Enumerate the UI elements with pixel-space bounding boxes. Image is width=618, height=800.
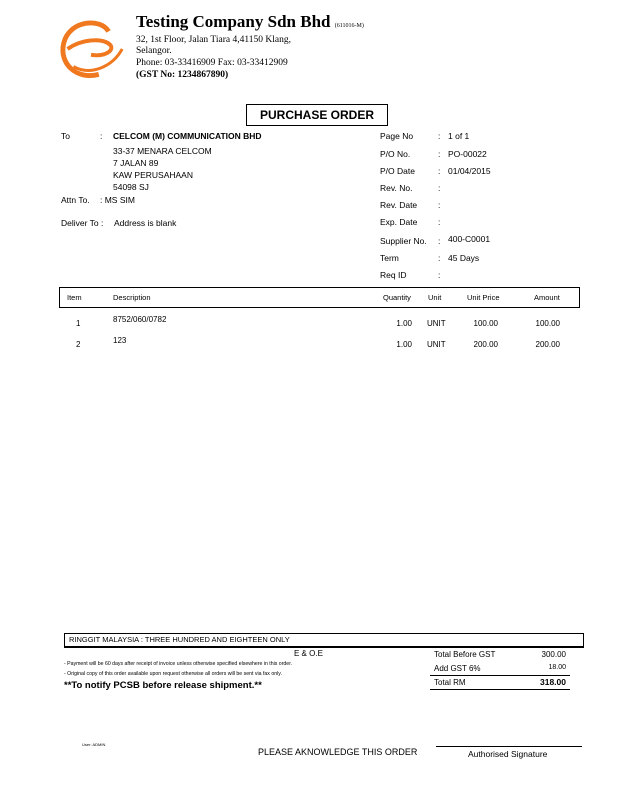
row-unit: UNIT: [427, 319, 446, 328]
copy-note: - Original copy of this order available upon request otherwise all orders will be sent via fax only.: [64, 671, 282, 677]
divider: [64, 647, 584, 648]
col-header-quantity: Quantity: [383, 293, 411, 302]
col-header-unit: Unit: [428, 293, 442, 302]
company-name: Testing Company Sdn Bhd (611016-M): [136, 12, 364, 31]
supplier-address-line: 54098 SJ: [113, 182, 149, 192]
totals-divider: [430, 689, 570, 690]
meta-label-page-no: Page No: [380, 131, 414, 141]
supplier-name: CELCOM (M) COMMUNICATION BHD: [113, 131, 262, 141]
row-amount: 200.00: [535, 340, 560, 349]
row-quantity: 1.00: [396, 340, 412, 349]
company-address-2: Selangor.: [136, 46, 172, 56]
meta-label-supplier-no: Supplier No.: [380, 236, 427, 246]
row-quantity: 1.00: [396, 319, 412, 328]
gst-label: Add GST 6%: [434, 664, 481, 673]
attn-label: Attn To.: [61, 195, 90, 205]
meta-value-page-no: 1 of 1: [448, 131, 470, 141]
meta-value-po-date: 01/04/2015: [448, 166, 491, 176]
row-description: 8752/060/0782: [113, 315, 167, 324]
meta-colon: :: [438, 217, 441, 227]
meta-colon: :: [438, 149, 441, 159]
signature-label: Authorised Signature: [468, 749, 548, 759]
row-description: 123: [113, 336, 127, 345]
meta-label-po-date: P/O Date: [380, 166, 415, 176]
company-logo: [52, 10, 130, 88]
meta-colon: :: [438, 253, 441, 263]
row-amount: 100.00: [535, 319, 560, 328]
supplier-address-line: 7 JALAN 89: [113, 158, 159, 168]
supplier-address-line: 33-37 MENARA CELCOM: [113, 146, 212, 156]
meta-value-term: 45 Days: [448, 253, 480, 263]
meta-colon: :: [438, 183, 441, 193]
gst-value: 18.00: [548, 664, 566, 671]
meta-label-po-no: P/O No.: [380, 149, 411, 159]
acknowledge-text: PLEASE AKNOWLEDGE THIS ORDER: [258, 747, 418, 757]
meta-label-rev-no: Rev. No.: [380, 183, 413, 193]
row-unit: UNIT: [427, 340, 446, 349]
col-header-item: Item: [67, 293, 82, 302]
meta-colon: :: [438, 236, 441, 246]
total-rm-value: 318.00: [540, 677, 566, 687]
meta-label-req-id: Req ID: [380, 270, 407, 280]
col-header-unit-price: Unit Price: [467, 293, 500, 302]
row-item-no: 1: [76, 319, 81, 328]
notify-note: **To notify PCSB before release shipment.**: [64, 680, 262, 691]
total-rm-label: Total RM: [434, 678, 466, 687]
company-reg-no: (611016-M): [334, 23, 364, 29]
company-address-1: 32, 1st Floor, Jalan Tiara 4,41150 Klang,: [136, 35, 291, 45]
user-id: User: ADMIN: [82, 742, 106, 747]
to-colon: :: [100, 131, 103, 141]
meta-colon: :: [438, 200, 441, 210]
attn-value: : MS SIM: [100, 195, 135, 205]
row-item-no: 2: [76, 340, 81, 349]
company-phone-fax: Phone: 03-33416909 Fax: 03-33412909: [136, 58, 288, 68]
col-header-amount: Amount: [534, 293, 560, 302]
meta-label-rev-date: Rev. Date: [380, 200, 418, 210]
amount-in-words: RINGGIT MALAYSIA : THREE HUNDRED AND EIGHTEEN ONLY: [64, 633, 584, 647]
meta-label-term: Term: [380, 253, 399, 263]
deliver-to-value: Address is blank: [114, 218, 177, 228]
meta-value-supplier-no: 400-C0001: [448, 234, 491, 244]
total-before-gst-label: Total Before GST: [434, 650, 496, 659]
meta-label-exp-date: Exp. Date: [380, 217, 418, 227]
signature-line: [436, 746, 582, 747]
meta-colon: :: [438, 131, 441, 141]
eoe-label: E & O.E: [294, 649, 323, 658]
to-label: To: [61, 131, 70, 141]
meta-colon: :: [438, 270, 441, 280]
total-before-gst-value: 300.00: [541, 650, 566, 659]
col-header-description: Description: [113, 293, 151, 302]
payment-note: - Payment will be 60 days after receipt of invoice unless otherwise specified elsewhere in this order.: [64, 661, 293, 667]
totals-divider: [430, 675, 570, 676]
row-unit-price: 200.00: [473, 340, 498, 349]
supplier-address-line: KAW PERUSAHAAN: [113, 170, 193, 180]
company-gst: (GST No: 1234867890): [136, 70, 229, 80]
deliver-to-label: Deliver To :: [61, 218, 104, 228]
document-title: PURCHASE ORDER: [246, 104, 388, 126]
meta-value-po-no: PO-00022: [448, 149, 487, 159]
row-unit-price: 100.00: [473, 319, 498, 328]
meta-colon: :: [438, 166, 441, 176]
